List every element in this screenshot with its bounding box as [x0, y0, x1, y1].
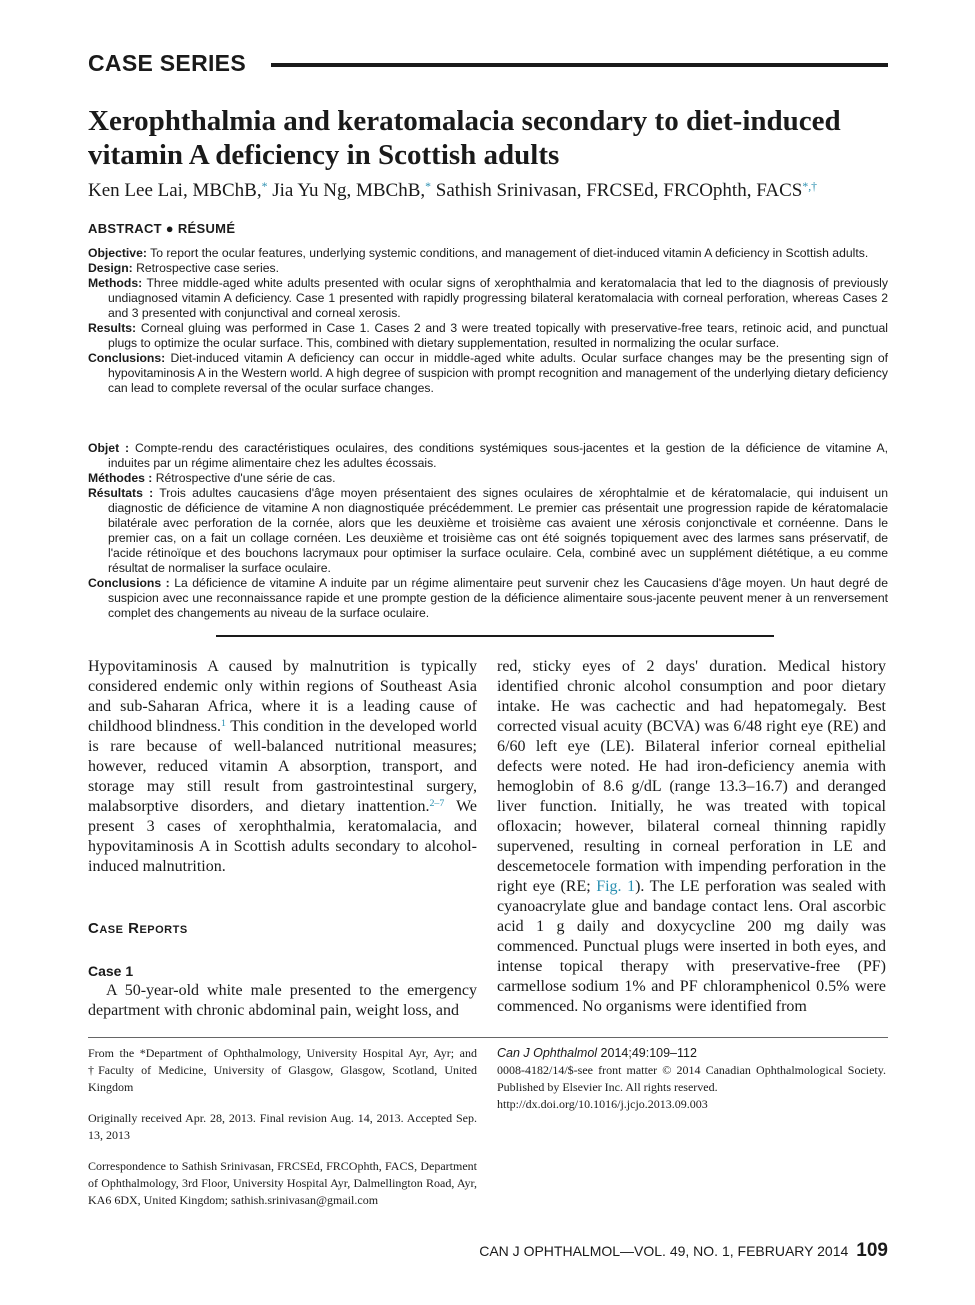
- intro-paragraph: [88, 657, 477, 877]
- abstract-conclusions: [88, 351, 888, 396]
- abstract-french: [88, 441, 888, 621]
- abstract-label: Objet :: [88, 441, 130, 455]
- author-list: [88, 179, 888, 203]
- author-affiliation-mark[interactable]: *,†: [802, 180, 818, 194]
- doi-link[interactable]: http://dx.doi.org/10.1016/j.jcjo.2013.09.003: [497, 1097, 708, 1111]
- abstract-text: Corneal gluing was performed in Case 1. Cases 2 and 3 were treated topically with preservative-free tears, retinoic acid, and punctual plugs to optimize the ocular surface. This, combined with dietary supplementation, resulted in normalizing the ocular surface.: [108, 321, 888, 350]
- abstract-label: Méthodes :: [88, 471, 153, 485]
- abstract-label: Conclusions :: [88, 576, 170, 590]
- author-affiliation-mark[interactable]: *: [261, 180, 268, 194]
- journal-name: Can J Ophthalmol: [497, 1046, 598, 1060]
- article-title: Xerophthalmia and keratomalacia secondary to diet-induced vitamin A deficiency in Scottish adults: [88, 105, 841, 171]
- abstract-label: Results:: [88, 321, 137, 335]
- footnote-divider: [88, 1037, 888, 1038]
- journal-volume: 2014;49:109–112: [597, 1046, 697, 1060]
- abstract-results: [88, 321, 888, 351]
- received-note: Originally received Apr. 28, 2013. Final revision Aug. 14, 2013. Accepted Sep. 13, 2013: [88, 1111, 477, 1142]
- resume-conclusions: [88, 576, 888, 621]
- page-footer: [479, 1240, 888, 1262]
- section-rule: [271, 63, 888, 67]
- abstract-heading: ABSTRACT ● RÉSUMÉ: [88, 221, 236, 236]
- copyright-note: 0008-4182/14/$-see front matter © 2014 Canadian Ophthalmological Society. Published by Elsevier Inc. All rights reserved.: [497, 1063, 886, 1094]
- page-number: 109: [856, 1240, 888, 1261]
- resume-resultats: [88, 486, 888, 576]
- body-text: We present 3 cases of xerophthalmia, keratomalacia, and hypovitaminosis A in Scottish adults secondary to alcohol-induced malnutrition.: [88, 798, 477, 875]
- case1-heading: Case 1: [88, 963, 134, 979]
- abstract-text: Retrospective case series.: [136, 261, 280, 275]
- abstract-label: Methods:: [88, 276, 143, 290]
- reference-link[interactable]: 1: [221, 718, 226, 730]
- running-title: CAN J OPHTHALMOL—VOL. 49, NO. 1, FEBRUARY 2014: [479, 1243, 849, 1259]
- body-text: This condition in the developed world is rare because of well-balanced nutritional measures; however, reduced vitamin A absorption, transport, and storage may still result from gastrointestinal surgery, malabsorptive disorders, and dietary inattention.: [88, 718, 477, 815]
- section-header: [88, 50, 888, 82]
- abstract-methods: [88, 276, 888, 321]
- abstract-text: To report the ocular features, underlying systemic conditions, and management of diet-induced vitamin A deficiency in Scottish adults.: [150, 246, 869, 260]
- body-column-left: [88, 657, 477, 1021]
- abstract-text: Trois adultes caucasiens d'âge moyen présentaient des signes oculaires de xérophtalmie et de kératomalacie, qui induisent un diagnostic de déficience de vitamine A non diagnostiquée précédemment. Le premier cas présentait une progression rapide de kératomalacie bilatérale avec perforation de la cornée, alors que les deuxième et troisième cas avaient une xérosis conjonctivale et cornéenne. Dans le premier cas, on a fait un collage cornéen. Les deuxième et troisième cas ont été soignés topiquement avec des larmes sans préservatif, de l'acide rétinoïque et des bouchons lacrymaux pour optimiser la surface oculaire. Cela, combiné avec un supplément diététique, a eu comme résultat de normaliser la surface oculaire.: [108, 486, 888, 575]
- abstract-divider: [216, 635, 774, 637]
- author-name: Sathish Srinivasan, FRCSEd, FRCOphth, FACS: [435, 180, 803, 201]
- body-column-right: [497, 657, 886, 1017]
- author-name: Jia Yu Ng, MBChB,: [272, 180, 426, 201]
- resume-methodes: [88, 471, 888, 486]
- case-reports-heading: Case Reports: [88, 920, 188, 937]
- abstract-label: Design:: [88, 261, 133, 275]
- section-label: CASE SERIES: [88, 50, 246, 76]
- abstract-text: Three middle-aged white adults presented with ocular signs of xerophthalmia and keratomalacia that led to the diagnosis of previously undiagnosed vitamin A deficiency. Case 1 presented with rapidly progressing bilateral keratomalacia with corneal perforation, whereas Cases 2 and 3 presented with conjunctival and corneal xerosis.: [108, 276, 888, 320]
- body-text: red, sticky eyes of 2 days' duration. Medical history identified chronic alcohol consumption and poor dietary intake. He was cachectic and had hepatomegaly. Best corrected visual acuity (BCVA) was 6/48 right eye (RE) and 6/60 left eye (LE). Bilateral inferior corneal epithelial defects were noted. He had iron-deficiency anemia with hemoglobin of 8.6 g/dL (range 13.3–16.7) and deranged liver function. Initially, he was treated with topical ofloxacin; however, bilateral corneal thinning rapidly supervened, resulting in corneal perforation in LE and descemetocele formation with impending perforation in the right eye (RE;: [497, 658, 886, 895]
- abstract-label: Résultats :: [88, 486, 154, 500]
- author-name: Ken Lee Lai, MBChB,: [88, 180, 262, 201]
- author-affiliation-mark[interactable]: *: [425, 180, 432, 194]
- abstract-label: Conclusions:: [88, 351, 166, 365]
- abstract-english: [88, 246, 888, 396]
- figure-link[interactable]: Fig. 1: [596, 878, 636, 895]
- abstract-text: Rétrospective d'une série de cas.: [155, 471, 336, 485]
- abstract-text: La déficience de vitamine A induite par un régime alimentaire peut survenir chez les Caucasiens d'âge moyen. Un haut degré de suspicion avec une reconnaissance rapide et une prompte gestion de la déficience alimentaire sous-jacente peuvent mener à un renversement complet des changements au niveau de la surface oculaire.: [108, 576, 888, 620]
- reference-link[interactable]: 2–7: [429, 798, 445, 810]
- abstract-text: Diet-induced vitamin A deficiency can occur in middle-aged white adults. Ocular surface changes may be the presenting sign of hypovitaminosis A in the Western world. A high degree of suspicion with prompt recognition and management of the underlying dietary deficiency can lead to complete reversal of the ocular surface changes.: [108, 351, 888, 395]
- affiliation-note: From the *Department of Ophthalmology, University Hospital Ayr, Ayr; and †Faculty of Medicine, University of Glasgow, Glasgow, Scotland, United Kingdom: [88, 1046, 477, 1094]
- resume-objet: [88, 441, 888, 471]
- case1-continued-paragraph: [497, 657, 886, 1017]
- abstract-design: [88, 261, 888, 276]
- journal-citation: [497, 1045, 886, 1062]
- case1-paragraph: A 50-year-old white male presented to the emergency department with chronic abdominal pain, weight loss, and: [88, 982, 477, 1019]
- body-text: Hypovitaminosis A caused by malnutrition is typically considered endemic only within regions of Southeast Asia and sub-Saharan Africa, where it is a leading cause of childhood blindness.: [88, 658, 477, 735]
- body-text: ). The LE perforation was sealed with cyanoacrylate glue and bandage contact lens. Oral ascorbic acid 1 g daily and doxycycline 200 mg daily was commenced. Punctual plugs were inserted in both eyes, and intense topical therapy with preservative-free (PF) carmellose sodium 1% and PF chloramphenicol 0.5% were commenced. No organisms were identified from: [497, 878, 887, 1015]
- abstract-text: Compte-rendu des caractéristiques oculaires, des conditions systémiques sous-jacentes et la gestion de la déficience de vitamine A, induites par un régime alimentaire chez les adultes écossais.: [108, 441, 888, 470]
- correspondence-note: Correspondence to Sathish Srinivasan, FRCSEd, FRCOphth, FACS, Department of Ophthalmology, 3rd Floor, University Hospital Ayr, Dalmellington Road, Ayr, KA6 6DX, United Kingdom; sathish.srinivasan@gmail.com: [88, 1159, 477, 1207]
- abstract-label: Objective:: [88, 246, 147, 260]
- abstract-objective: [88, 246, 888, 261]
